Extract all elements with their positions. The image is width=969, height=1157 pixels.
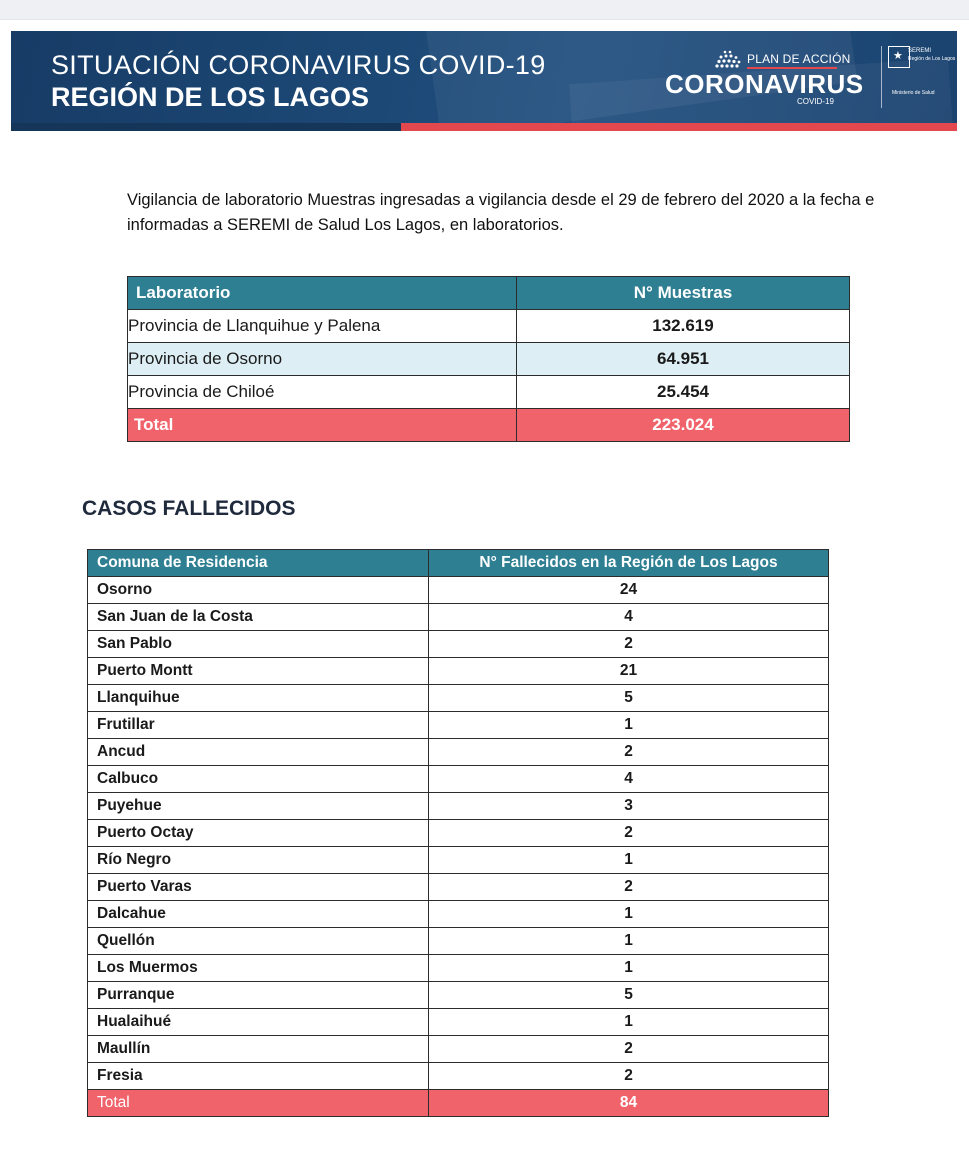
commune-name: San Pablo [88, 631, 429, 658]
table-row [88, 820, 829, 847]
banner-subtitle: REGIÓN DE LOS LAGOS [51, 82, 370, 112]
death-count: 1 [429, 955, 829, 982]
table-row [88, 1063, 829, 1090]
banner-underline-dark [11, 123, 401, 131]
table-row [88, 685, 829, 712]
table-header-row [128, 277, 850, 310]
column-header: Comuna de Residencia [88, 550, 429, 577]
death-count: 1 [429, 1009, 829, 1036]
death-count: 3 [429, 793, 829, 820]
banner-title: SITUACIÓN CORONAVIRUS COVID-19 [51, 50, 546, 80]
column-header: Laboratorio [128, 277, 517, 310]
commune-name: Puerto Montt [88, 658, 429, 685]
death-count: 24 [429, 577, 829, 604]
table-row [88, 793, 829, 820]
death-count: 2 [429, 874, 829, 901]
commune-name: Fresia [88, 1063, 429, 1090]
total-row [88, 1090, 829, 1117]
logo-sub-text: COVID-19 [797, 97, 834, 106]
commune-name: Puyehue [88, 793, 429, 820]
death-count: 2 [429, 739, 829, 766]
top-strip [0, 0, 969, 20]
commune-name: Frutillar [88, 712, 429, 739]
table-row [88, 658, 829, 685]
logo-plan-text: PLAN DE ACCIÓN [747, 52, 851, 66]
logo-main-text: CORONAVIRUS [665, 69, 864, 99]
commune-name: Puerto Octay [88, 820, 429, 847]
deaths-table [87, 549, 829, 1117]
commune-name: Dalcahue [88, 901, 429, 928]
table-row [88, 766, 829, 793]
table-row [88, 631, 829, 658]
table-row [88, 955, 829, 982]
sample-count: 25.454 [517, 376, 850, 409]
commune-name: Los Muermos [88, 955, 429, 982]
death-count: 5 [429, 982, 829, 1009]
commune-name: San Juan de la Costa [88, 604, 429, 631]
table-row [128, 376, 850, 409]
commune-name: Calbuco [88, 766, 429, 793]
commune-name: Purranque [88, 982, 429, 1009]
commune-name: Puerto Varas [88, 874, 429, 901]
death-count: 2 [429, 1036, 829, 1063]
death-count: 21 [429, 658, 829, 685]
seremi-name: SEREMI [908, 48, 932, 54]
commune-name: Llanquihue [88, 685, 429, 712]
table-row [88, 982, 829, 1009]
total-value: 84 [429, 1090, 829, 1117]
commune-name: Maullín [88, 1036, 429, 1063]
commune-name: Río Negro [88, 847, 429, 874]
total-label: Total [88, 1090, 429, 1117]
death-count: 2 [429, 1063, 829, 1090]
table-row [88, 847, 829, 874]
death-count: 1 [429, 712, 829, 739]
lab-name: Provincia de Llanquihue y Palena [128, 310, 517, 343]
dome-icon [711, 49, 745, 69]
chile-crest-icon: ★ [888, 46, 910, 68]
intro-paragraph: Vigilancia de laboratorio Muestras ingresadas a vigilancia desde el 29 de febrero del 2020 a la fecha e informadas a SEREMI de Salud Los Lagos, en laboratorios. [127, 191, 875, 234]
table-row [88, 1009, 829, 1036]
table-row [88, 874, 829, 901]
total-row [128, 409, 850, 442]
seremi-ministry: Ministerio de Salud [892, 90, 935, 96]
column-header: N° Muestras [517, 277, 850, 310]
death-count: 4 [429, 766, 829, 793]
total-label: Total [128, 409, 517, 442]
column-header: N° Fallecidos en la Región de Los Lagos [429, 550, 829, 577]
seremi-logo [881, 46, 956, 108]
death-count: 2 [429, 820, 829, 847]
death-count: 5 [429, 685, 829, 712]
commune-name: Osorno [88, 577, 429, 604]
commune-name: Hualaihué [88, 1009, 429, 1036]
header-banner [11, 31, 957, 131]
table-row [88, 712, 829, 739]
sample-count: 64.951 [517, 343, 850, 376]
table-row [88, 901, 829, 928]
commune-name: Quellón [88, 928, 429, 955]
table-row [128, 343, 850, 376]
lab-samples-table [127, 276, 850, 442]
table-row [88, 577, 829, 604]
commune-name: Ancud [88, 739, 429, 766]
death-count: 1 [429, 901, 829, 928]
death-count: 2 [429, 631, 829, 658]
table-row [88, 739, 829, 766]
total-value: 223.024 [517, 409, 850, 442]
sample-count: 132.619 [517, 310, 850, 343]
table-row [128, 310, 850, 343]
death-count: 4 [429, 604, 829, 631]
seremi-region: Región de Los Lagos [908, 56, 956, 62]
banner-underline-red [401, 123, 957, 131]
section-title: CASOS FALLECIDOS [82, 497, 296, 520]
death-count: 1 [429, 847, 829, 874]
table-row [88, 604, 829, 631]
death-count: 1 [429, 928, 829, 955]
table-header-row [88, 550, 829, 577]
table-row [88, 1036, 829, 1063]
lab-name: Provincia de Osorno [128, 343, 517, 376]
coronavirus-plan-logo [661, 47, 864, 109]
lab-name: Provincia de Chiloé [128, 376, 517, 409]
table-row [88, 928, 829, 955]
